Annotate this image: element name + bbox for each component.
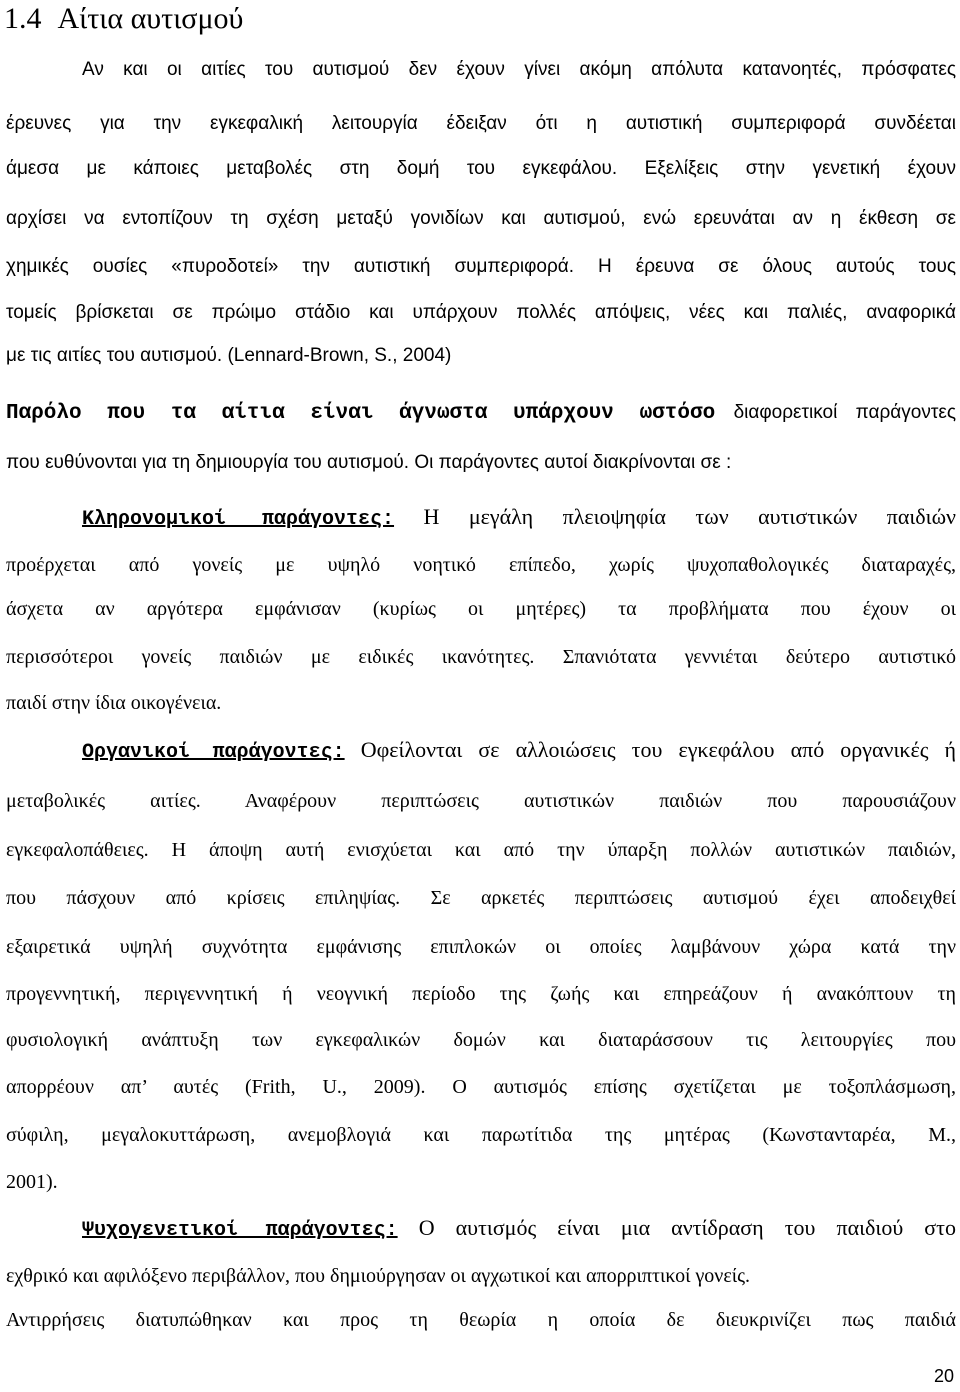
paragraph-line: Αντιρρήσεις διατυπώθηκαν και προς τη θεωρία η οποία δε διευκρινίζει πως παιδιά [6,1309,956,1331]
paragraph-line: εχθρικό και αφιλόξενο περιβάλλον, που δημιούργησαν οι αγχωτικοί και απορριπτικοί γονείς. [6,1265,751,1287]
section-title: Αίτια αυτισμού [57,2,244,35]
paragraph-line: Οργανικοί παράγοντες: Οφείλονται σε αλλοιώσεις του εγκεφάλου από οργανικές ή [82,737,957,764]
paragraph-line: σύφιλη, μεγαλοκυττάρωση, ανεμοβλογιά και παρωτίτιδα της μητέρας (Κωνστανταρέα, Μ., [6,1124,956,1146]
paragraph-line: μεταβολικές αιτίες. Αναφέρουν περιπτώσεις αυτιστικών παιδιών που παρουσιάζουν [6,790,956,812]
organic-factors-heading: Οργανικοί παράγοντες: [82,741,345,764]
paragraph-line: που πάσχουν από κρίσεις επιληψίας. Σε αρκετές περιπτώσεις αυτισμού έχει αποδειχθεί [6,887,956,909]
paragraph-line: φυσιολογική ανάπτυξη των εγκεφαλικών δομών και διαταράσσουν τις λειτουργίες που [6,1029,956,1051]
bold-lead-text: Παρόλο που τα αίτια είναι άγνωστα υπάρχουν ωστόσο [6,402,716,425]
paragraph-line: τομείς βρίσκεται σε πρώιμο στάδιο και υπάρχουν πολλές απόψεις, νέες και παλιές, αναφορικά [6,302,956,323]
paragraph-line: απορρέουν απ’ αυτές (Frith, U., 2009). Ο αυτισμός επίσης σχετίζεται με τοξοπλάσμωση, [6,1076,956,1098]
section-number: 1.4 [4,2,42,35]
paragraph-line: περισσότεροι γονείς παιδιών με ειδικές ικανότητες. Σπανιότατα γεννιέται δεύτερο αυτιστικό [6,646,956,668]
paragraph-line: Αν και οι αιτίες του αυτισμού δεν έχουν γίνει ακόμη απόλυτα κατανοητές, πρόσφατες [82,59,956,80]
paragraph-line: άσχετα αν αργότερα εμφάνισαν (κυρίως οι μητέρες) τα προβλήματα που έχουν οι [6,598,956,620]
paragraph-line: αρχίσει να εντοπίζουν τη σχέση μεταξύ γονιδίων και αυτισμού, ενώ ερευνάται αν η έκθεση σε [6,208,956,229]
paragraph-line: Κληρονομικοί παράγοντες: Η μεγάλη πλειοψηφία των αυτιστικών παιδιών [82,504,957,531]
paragraph-line: έρευνες για την εγκεφαλική λειτουργία έδειξαν ότι η αυτιστική συμπεριφορά συνδέεται [6,113,956,134]
paragraph-line: εξαιρετικά υψηλή συχνότητα εμφάνισης επιπλοκών οι οποίες λαμβάνουν χώρα κατά την [6,936,956,958]
paragraph-line: Ψυχογενετικοί παράγοντες: Ο αυτισμός είναι μια αντίδραση του παιδιού στο [82,1215,956,1242]
paragraph-line: άμεσα με κάποιες μεταβολές στη δομή του εγκεφάλου. Εξελίξεις στην γενετική έχουν [6,158,956,179]
paragraph-line: 2001). [6,1171,58,1193]
page-number: 20 [933,1366,954,1386]
paragraph-line: Παρόλο που τα αίτια είναι άγνωστα υπάρχουν ωστόσο διαφορετικοί παράγοντες [6,402,956,425]
paragraph-line: χημικές ουσίες «πυροδοτεί» την αυτιστική συμπεριφορά. Η έρευνα σε όλους αυτούς τους [6,256,956,277]
hereditary-factors-heading: Κληρονομικοί παράγοντες: [82,508,395,531]
paragraph-line: που ευθύνονται για τη δημιουργία του αυτισμού. Οι παράγοντες αυτοί διακρίνονται σε : [6,452,732,473]
paragraph-line: προέρχεται από γονείς με υψηλό νοητικό επίπεδο, χωρίς ψυχοπαθολογικές διαταραχές, [6,554,956,576]
paragraph-line: με τις αιτίες του αυτισμού. (Lennard-Brown, S., 2004) [6,345,452,366]
psychogenic-factors-heading: Ψυχογενετικοί παράγοντες: [82,1219,398,1242]
section-heading [4,2,243,36]
paragraph-line: προγεννητική, περιγεννητική ή νεογνική περίοδο της ζωής και επηρεάζουν ή ανακόπτουν τη [6,983,956,1005]
paragraph-line: εγκεφαλοπάθειες. Η άποψη αυτή ενισχύεται και από την ύπαρξη πολλών αυτιστικών παιδιών, [6,839,956,861]
paragraph-line: παιδί στην ίδια οικογένεια. [6,692,222,714]
